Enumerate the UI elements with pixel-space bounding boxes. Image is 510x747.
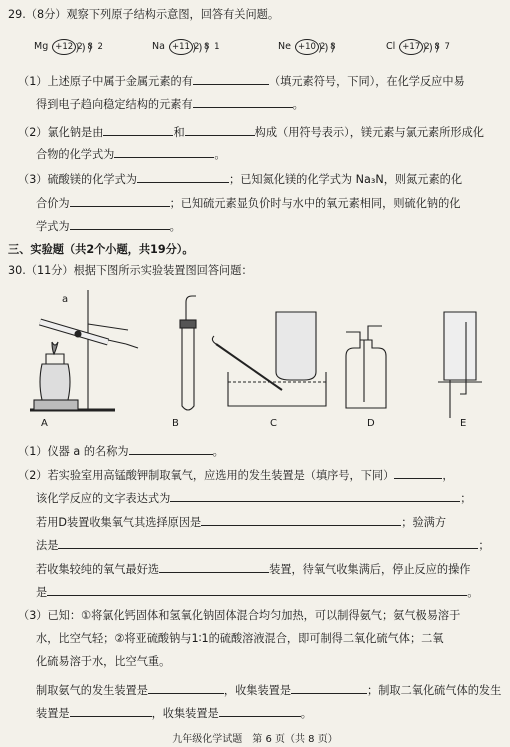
answer-blank[interactable] — [185, 124, 255, 136]
answer-blank[interactable] — [219, 705, 301, 717]
apparatus-b-test-tube — [180, 296, 196, 410]
apparatus-label-A: A — [41, 418, 48, 429]
answer-blank[interactable] — [193, 73, 269, 85]
apparatus-label-B: B — [172, 418, 179, 429]
answer-blank[interactable] — [394, 467, 442, 479]
q29-part2-line1: （2）氯化钠是由 和 构成（用符号表示），镁元素与氯元素所形成化 — [18, 126, 484, 139]
apparatus-label-D: D — [367, 418, 375, 429]
atom-diagram-mg: Mg +12))) 2 8 2 — [34, 39, 104, 55]
q30-part3-line3: 化硫易溶于水，比空气重。 — [36, 655, 171, 668]
answer-blank[interactable] — [170, 490, 460, 502]
q30-part2-line6: 是 。 — [36, 586, 479, 599]
apparatus-label-C: C — [270, 418, 277, 429]
answer-blank[interactable] — [70, 705, 152, 717]
answer-blank[interactable] — [201, 514, 401, 526]
answer-blank[interactable] — [193, 96, 293, 108]
answer-blank[interactable] — [291, 682, 367, 694]
q30-part3-line1: （3）已知：①将氯化钙固体和氢氧化钠固体混合均匀加热，可以制得氨气；氨气极易溶于 — [18, 609, 461, 622]
apparatus-label-E: E — [460, 418, 467, 429]
answer-blank[interactable] — [58, 537, 478, 549]
q30-part3-line5: 装置是 ，收集装置是 。 — [36, 707, 312, 720]
q29-part3-line3: 学式为 。 — [36, 220, 181, 233]
apparatus-c-water-trough — [212, 312, 326, 406]
answer-blank[interactable] — [148, 682, 224, 694]
answer-blank[interactable] — [70, 195, 170, 207]
q30-part2-line2: 该化学反应的文字表达式为 ； — [36, 492, 472, 505]
answer-blank[interactable] — [114, 146, 214, 158]
answer-blank[interactable] — [137, 171, 229, 183]
q30-part3-line2: 水，比空气轻；②将亚硫酸钠与1∶1的硫酸溶液混合，即可制得二氧化硫气体；二氧 — [36, 632, 444, 645]
atom-diagram-na: Na +11))) 2 8 1 — [152, 39, 221, 55]
answer-blank[interactable] — [70, 218, 170, 230]
atom-diagram-ne: Ne +10))) 2 8 — [278, 39, 336, 55]
answer-blank[interactable] — [47, 584, 467, 596]
q30-part3-line4: 制取氨气的发生装置是 ，收集装置是 ；制取二氧化硫气体的发生 — [36, 684, 502, 697]
section-3-title: 三、实验题（共2个小题，共19分）。 — [8, 243, 194, 256]
apparatus-e-bottle — [438, 312, 482, 418]
q30-part2-line4: 法是 ； — [36, 539, 490, 552]
page-footer: 九年级化学试题 第 6 页（共 8 页） — [172, 734, 338, 745]
q29-part2-line2: 合物的化学式为 。 — [36, 148, 226, 161]
q30-header: 30.（11分）根据下图所示实验装置图回答问题： — [8, 264, 253, 277]
q29-part3-line1: （3）硫酸镁的化学式为 ；已知氮化镁的化学式为 Na₃N，则氮元素的化 — [18, 173, 463, 186]
apparatus-figure — [20, 282, 490, 432]
atom-diagram-cl: Cl +17))) 2 8 7 — [386, 39, 451, 55]
q30-part2-line1: （2）若实验室用高锰酸钾制取氧气，应选用的发生装置是（填序号，下同） ， — [18, 469, 454, 482]
answer-blank[interactable] — [159, 561, 269, 573]
q29-part3-line2: 合价为 ；已知硫元素显负价时与水中的氧元素相同，则硫化钠的化 — [36, 197, 461, 210]
q30-part2-line3: 若用D装置收集氧气其选择原因是 ；验满方 — [36, 516, 447, 529]
q30-part2-line5: 若收集较纯的氧气最好选 装置，待氧气收集满后，停止反应的操作 — [36, 563, 471, 576]
q29-part1-line2: 得到电子趋向稳定结构的元素有 。 — [36, 98, 304, 111]
q30-part1: （1）仪器 a 的名称为 。 — [18, 445, 224, 458]
q29-part1-line1: （1）上述原子中属于金属元素的有 （填元素符号，下同），在化学反应中易 — [18, 75, 465, 88]
answer-blank[interactable] — [103, 124, 173, 136]
apparatus-label-a-pointer: a — [62, 294, 69, 305]
apparatus-d-gas-bottle — [346, 326, 386, 408]
apparatus-a-stand-burner — [30, 290, 138, 410]
answer-blank[interactable] — [129, 443, 213, 455]
q29-header: 29.（8分）观察下列原子结构示意图，回答有关问题。 — [8, 8, 280, 21]
